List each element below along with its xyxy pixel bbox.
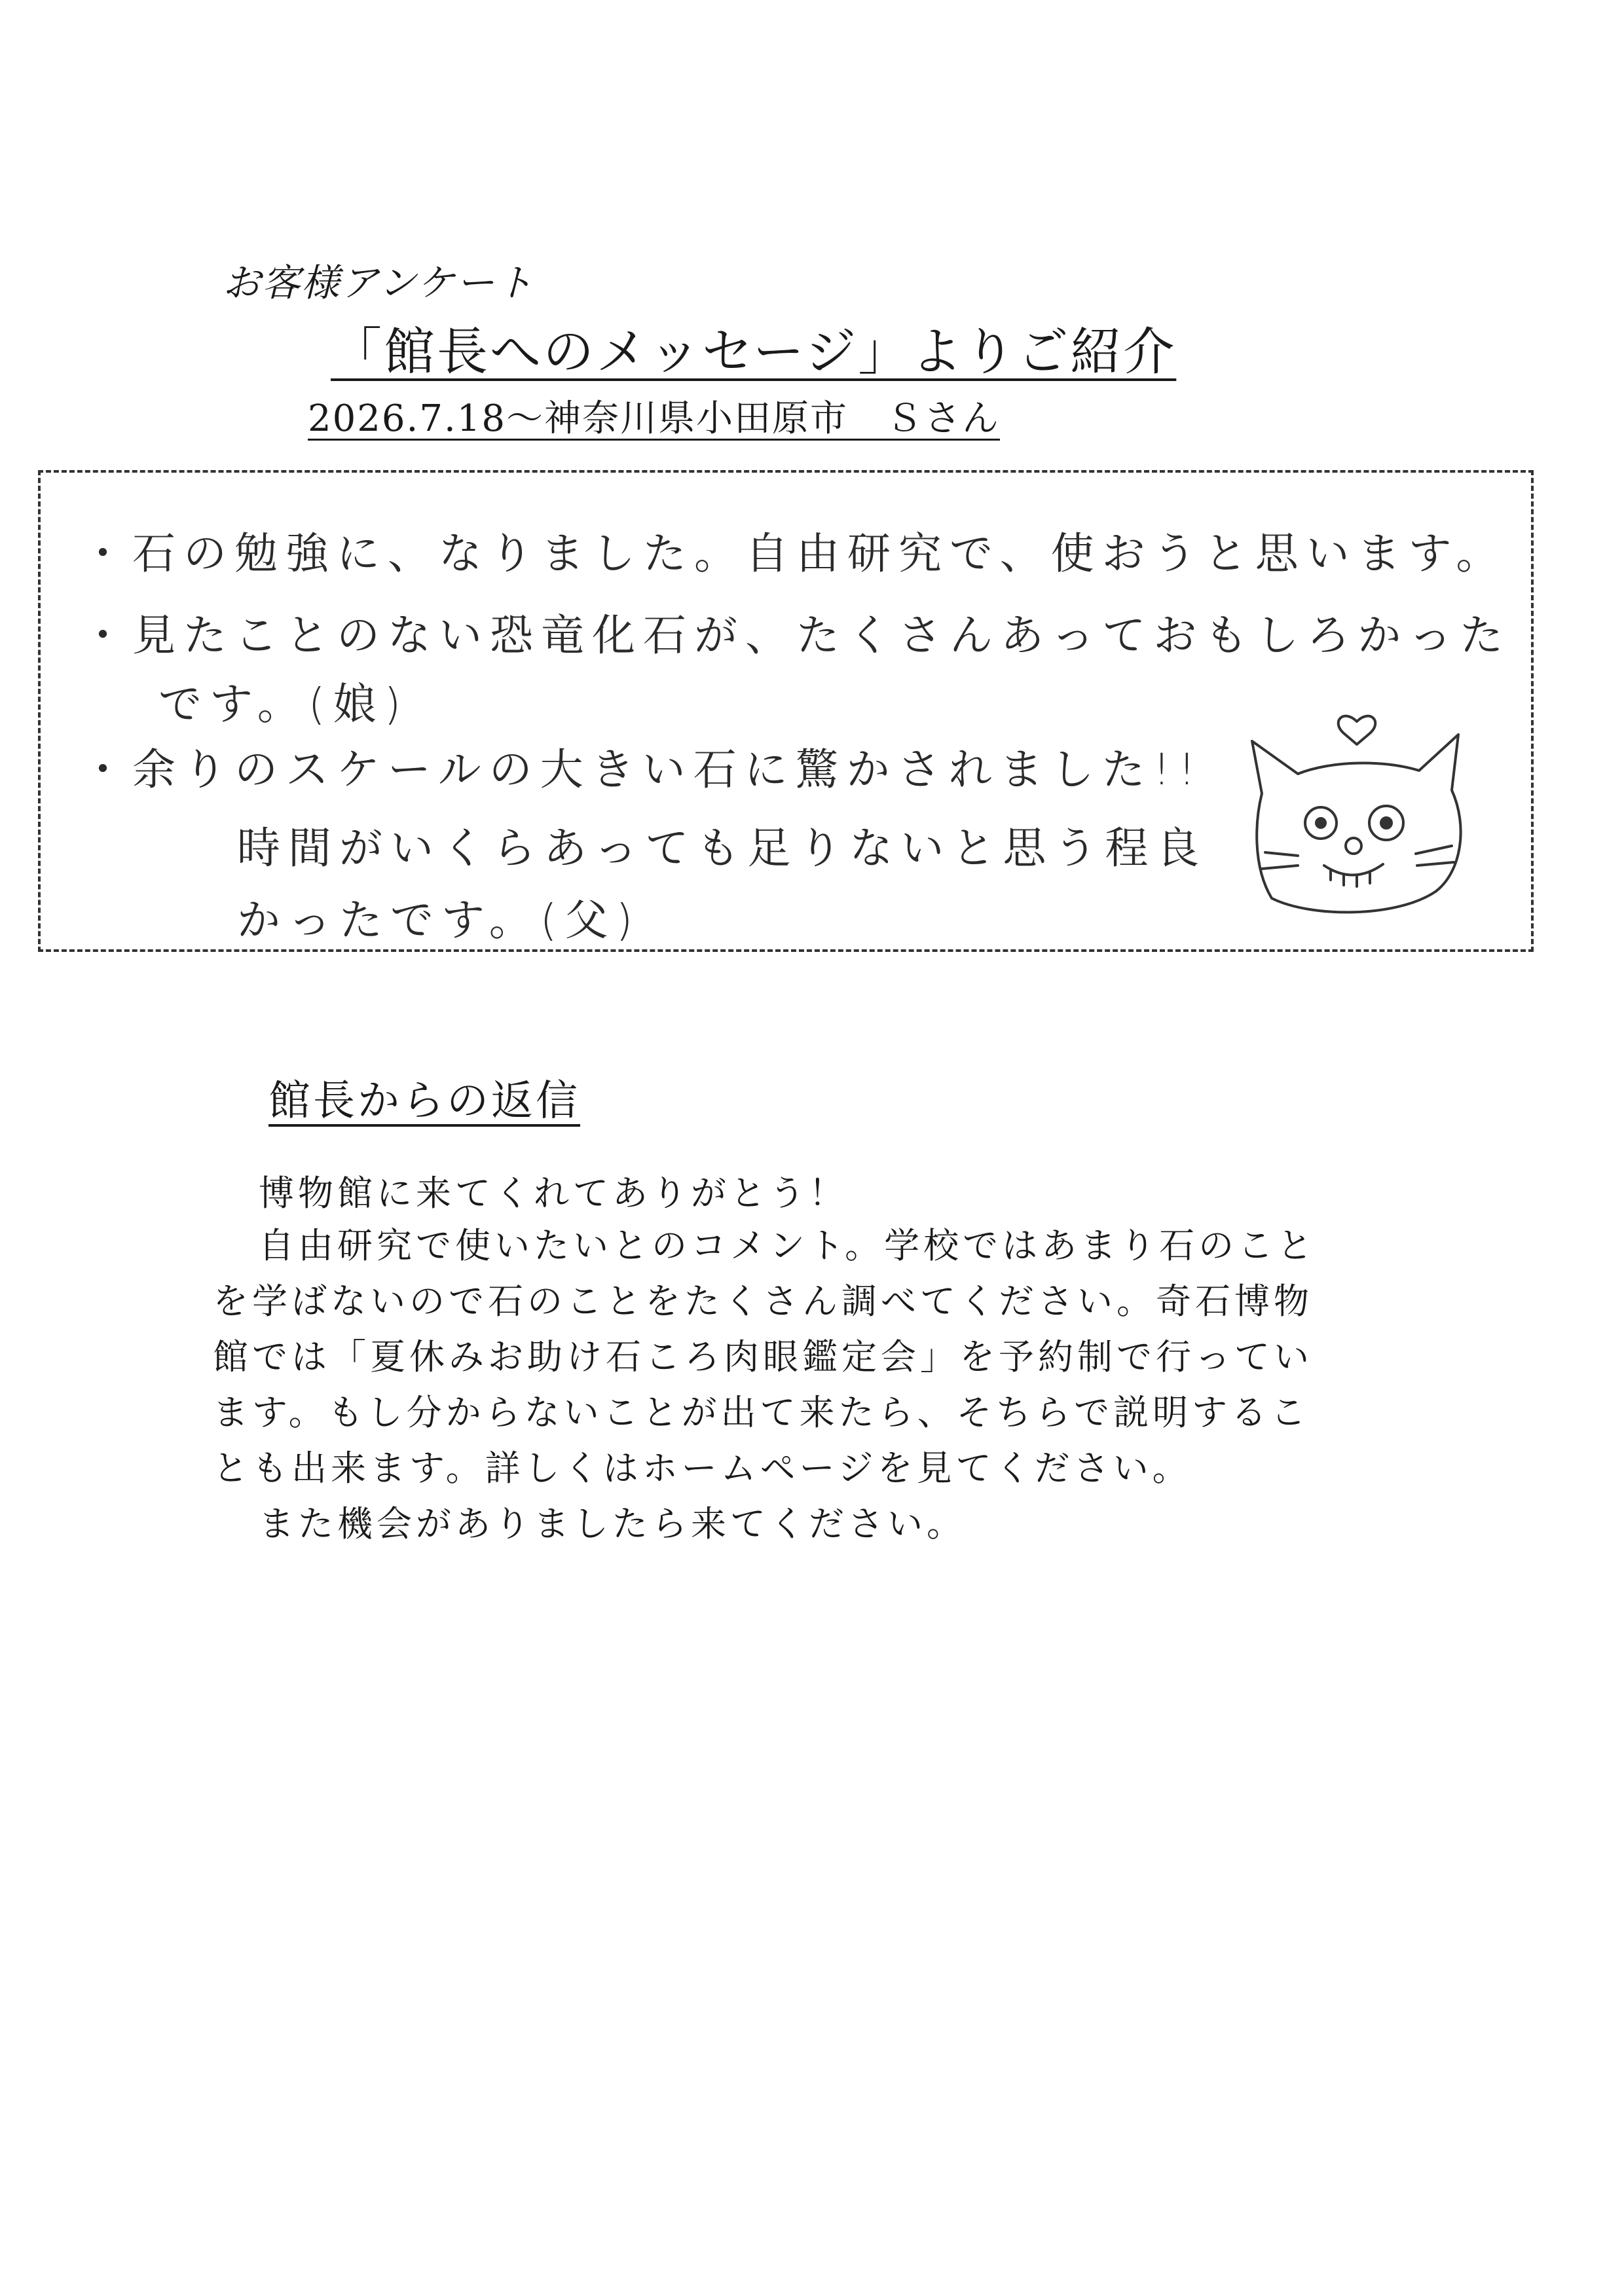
message-line: ・石の勉強に、なりました。自由研究で、使おうと思います。	[81, 528, 1507, 579]
reply-line: 博物館に来てくれてありがとう！	[259, 1173, 848, 1214]
survey-label: お客様アンケート	[223, 261, 535, 305]
reply-heading: 館長からの返信	[268, 1077, 580, 1125]
message-line: ・見たことのない恐竜化石が、たくさんあっておもしろかった	[81, 610, 1511, 661]
reply-line: 自由研究で使いたいとのコメント。学校ではあまり石のこと	[259, 1225, 1317, 1266]
visitor-message-box	[38, 470, 1534, 952]
message-line: 時間がいくらあっても足りないと思う程良	[237, 823, 1208, 873]
page-title: 「館長へのメッセージ」よりご紹介	[331, 323, 1177, 382]
cat-drawing-icon	[1232, 682, 1481, 918]
reply-line: を学ばないので石のことをたくさん調べてください。奇石博物	[213, 1281, 1313, 1322]
reply-line: とも出来ます。詳しくはホームページを見てください。	[213, 1448, 1192, 1489]
reply-line: また機会がありましたら来てください。	[259, 1503, 966, 1544]
reply-line: 館では「夏休みお助け石ころ肉眼鑑定会」を予約制で行ってい	[213, 1336, 1313, 1377]
message-line: です。(娘)	[158, 679, 409, 729]
message-line: かったです。(父)	[237, 895, 641, 945]
reply-line: ます。もし分からないことが出て来たら、そちらで説明するこ	[213, 1392, 1310, 1433]
visit-info: 2026.7.18〜神奈川県小田原市 Ｓさん	[308, 397, 1001, 440]
message-line: ・余りのスケールの大きい石に驚かされました!!	[81, 744, 1204, 795]
